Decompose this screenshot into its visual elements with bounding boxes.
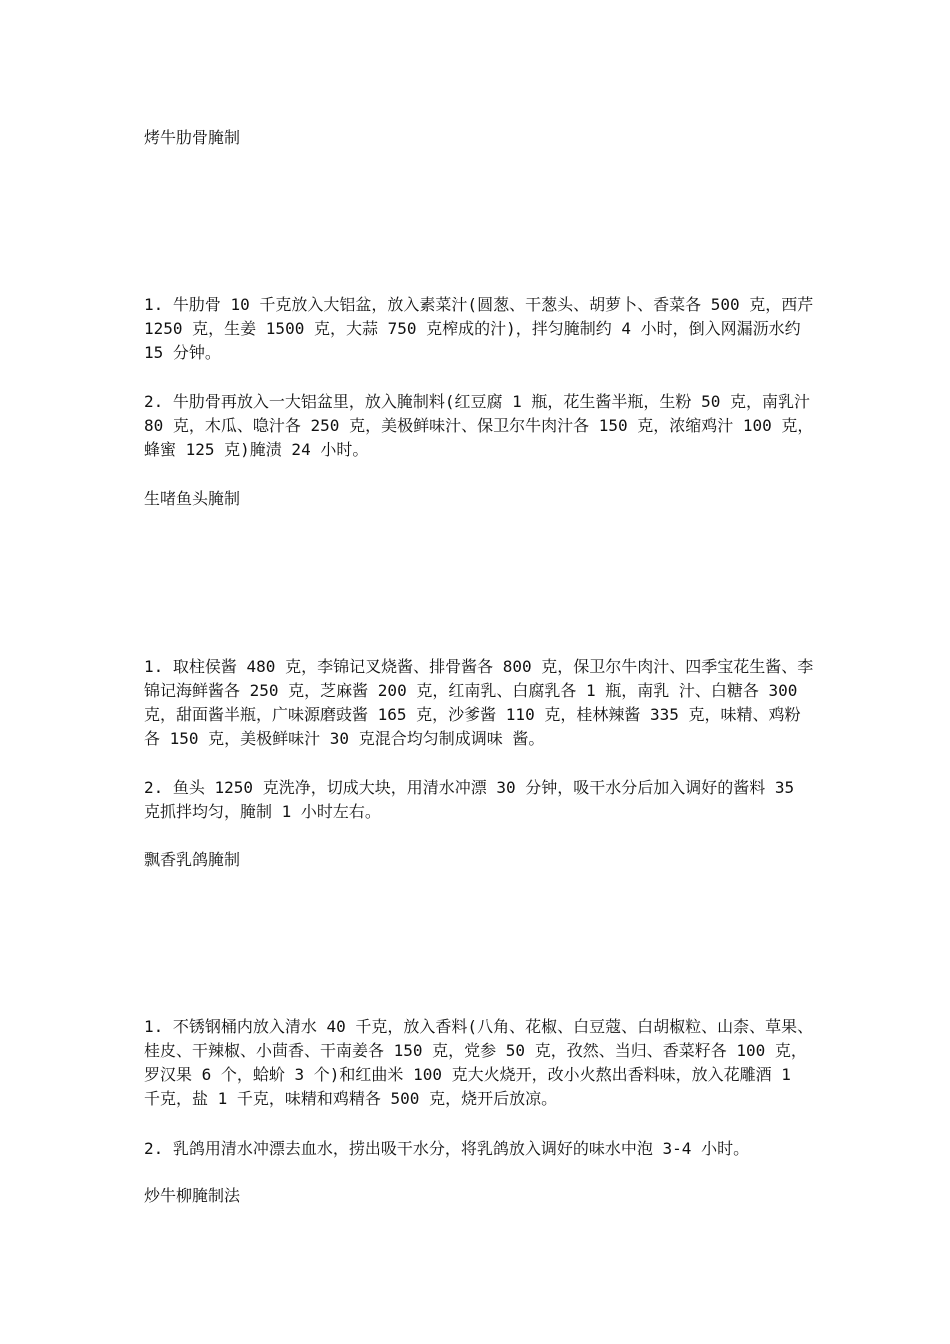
roast-beef-ribs-step-1: 1. 牛肋骨 10 千克放入大铝盆，放入素菜汁(圆葱、干葱头、胡萝卜、香菜各 500 克，西芹 1250 克，生姜 1500 克，大蒜 750 克榨成的汁)，拌匀腌制约 4 小时，倒入网漏沥水约 15 分钟。: [144, 295, 814, 362]
section-title-fish-head: 生啫鱼头腌制: [144, 489, 241, 508]
section-title-pigeon: 飘香乳鸽腌制: [144, 850, 241, 869]
pigeon-step-2: 2. 乳鸽用清水冲漂去血水，捞出吸干水分，将乳鸽放入调好的味水中泡 3-4 小时。: [144, 1139, 750, 1158]
section-title-roast-beef-ribs: 烤牛肋骨腌制: [144, 128, 241, 147]
fish-head-step-2: 2. 鱼头 1250 克洗净，切成大块，用清水冲漂 30 分钟，吸干水分后加入调好的酱料 35 克抓拌均匀，腌制 1 小时左右。: [144, 778, 795, 821]
roast-beef-ribs-step-2: 2. 牛肋骨再放入一大铝盆里，放入腌制料(红豆腐 1 瓶，花生酱半瓶，生粉 50 克，南乳汁 80 克，木瓜、喼汁各 250 克，美极鲜味汁、保卫尔牛肉汁各 150 克，浓缩鸡汁 100 克，蜂蜜 125 克)腌渍 24 小时。: [144, 392, 814, 459]
section-title-beef-tenderloin: 炒牛柳腌制法: [144, 1186, 241, 1205]
fish-head-step-1: 1. 取柱侯酱 480 克，李锦记叉烧酱、排骨酱各 800 克，保卫尔牛肉汁、四季宝花生酱、李锦记海鲜酱各 250 克，芝麻酱 200 克，红南乳、白腐乳各 1 瓶，南乳 汁、白糖各 300 克，甜面酱半瓶，广味源磨豉酱 165 克，沙爹酱 110 克，桂林辣酱 335 克，味精、鸡粉各 150 克，美极鲜味汁 30 克混合均匀制成调味 酱。: [144, 657, 814, 748]
pigeon-step-1: 1. 不锈钢桶内放入清水 40 千克，放入香料(八角、花椒、白豆蔻、白胡椒粒、山柰、草果、桂皮、干辣椒、小茴香、干南姜各 150 克，党参 50 克，孜然、当归、香菜籽各 100 克，罗汉果 6 个，蛤蚧 3 个)和红曲米 100 克大火烧开，改小火熬出香料味，放入花雕酒 1 千克，盐 1 千克，味精和鸡精各 500 克，烧开后放凉。: [144, 1017, 814, 1108]
